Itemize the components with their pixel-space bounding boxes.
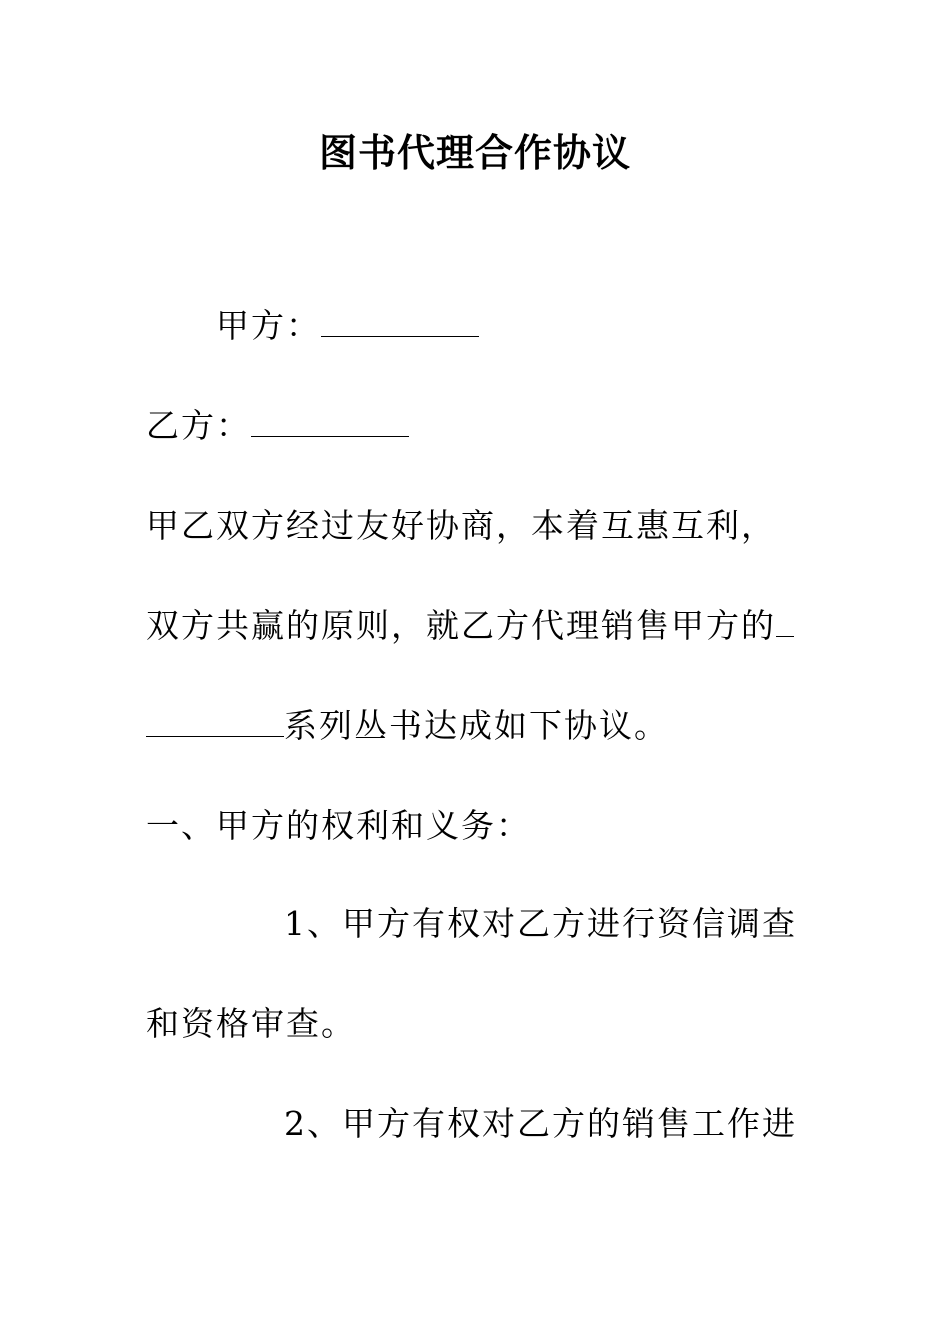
series-name-blank-start xyxy=(776,606,794,637)
series-name-blank xyxy=(146,706,284,737)
party-a-blank xyxy=(321,306,479,337)
item-1-line-1: 1、甲方有权对乙方进行资信调查 xyxy=(284,904,797,943)
paragraph-1-line-2 xyxy=(146,604,794,648)
paragraph-1-line-2-text: 双方共赢的原则，就乙方代理销售甲方的 xyxy=(146,606,776,645)
party-b-label: 乙方： xyxy=(146,406,251,445)
document-title: 图书代理合作协议 xyxy=(318,131,631,175)
party-a-label: 甲方： xyxy=(216,306,321,345)
item-2-line-1: 2、甲方有权对乙方的销售工作进 xyxy=(284,1104,797,1143)
paragraph-1-line-1: 甲乙双方经过友好协商，本着互惠互利， xyxy=(146,506,776,545)
party-b-blank xyxy=(251,406,409,437)
party-b-line xyxy=(146,404,409,448)
section-1-heading: 一、甲方的权利和义务： xyxy=(146,806,531,845)
paragraph-1-line-3 xyxy=(146,704,669,748)
item-1-line-2: 和资格审查。 xyxy=(146,1004,356,1043)
party-a-line xyxy=(216,304,479,348)
paragraph-1-line-3-text: 系列丛书达成如下协议。 xyxy=(284,706,669,745)
